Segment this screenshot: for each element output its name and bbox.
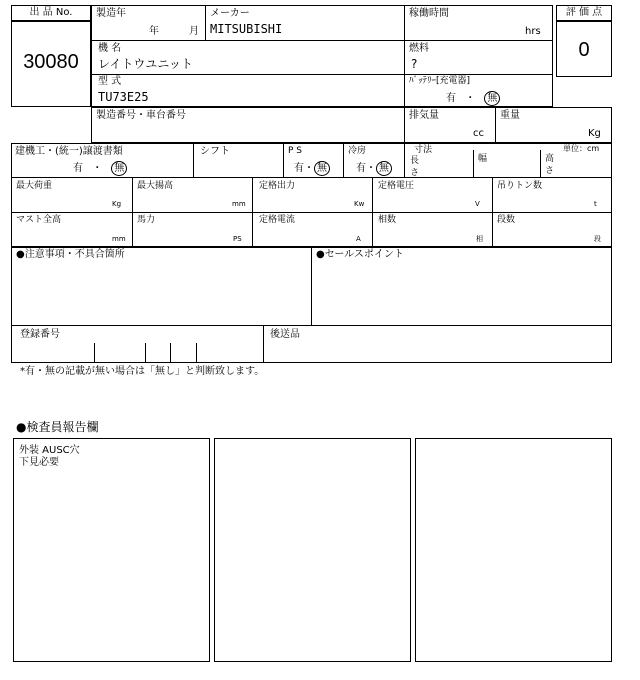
rating-label: 評 価 点 bbox=[565, 7, 603, 18]
width-label: 幅 bbox=[478, 154, 488, 164]
rated-voltage-unit: V bbox=[475, 200, 480, 208]
year-unit-tsuki: 月 bbox=[189, 26, 199, 37]
transfer-label: 建機工・(統一)譲渡書類 bbox=[15, 146, 123, 157]
divider bbox=[473, 150, 474, 177]
ps-dot: ・ bbox=[304, 163, 314, 174]
divider bbox=[145, 343, 146, 363]
divider bbox=[372, 177, 373, 247]
inspector-box-3 bbox=[415, 438, 612, 662]
after-label: 後送品 bbox=[270, 329, 300, 340]
battery-choice bbox=[446, 91, 500, 106]
weight-unit: Kg bbox=[588, 128, 601, 139]
hoist-label: 吊りトン数 bbox=[497, 181, 543, 191]
divider bbox=[495, 107, 496, 143]
hp-label: 馬力 bbox=[137, 215, 156, 225]
spec-grid bbox=[11, 143, 612, 247]
rated-output-unit: Kw bbox=[354, 200, 365, 208]
rated-output-label: 定格出力 bbox=[259, 181, 296, 191]
type-label: 型 式 bbox=[98, 76, 122, 87]
ac-dot: ・ bbox=[366, 163, 376, 174]
height-label: 高 さ bbox=[545, 154, 555, 176]
battery-no: 無 bbox=[484, 91, 500, 106]
divider bbox=[311, 247, 312, 325]
fuel-label: 燃料 bbox=[409, 43, 429, 54]
mast-unit: mm bbox=[112, 235, 126, 243]
selling-label: ●セールスポイント bbox=[316, 249, 404, 260]
max-load-unit: Kg bbox=[112, 200, 122, 208]
rating-value: 0 bbox=[578, 39, 590, 61]
hours-label: 稼働時間 bbox=[409, 8, 449, 19]
ac-choice bbox=[356, 161, 392, 176]
max-lift-label: 最大揚高 bbox=[137, 181, 174, 191]
length-label: 長 さ bbox=[410, 156, 420, 178]
shift-label: シフト bbox=[200, 146, 230, 157]
divider bbox=[205, 5, 206, 41]
dim-label: 寸法 bbox=[414, 145, 433, 155]
max-load-label: 最大荷重 bbox=[16, 181, 53, 191]
transfer-yes: 有 bbox=[73, 163, 83, 174]
divider bbox=[170, 343, 171, 363]
rated-current-unit: A bbox=[356, 235, 361, 243]
divider bbox=[404, 143, 405, 177]
lot-no-value: 30080 bbox=[23, 51, 79, 73]
serial-label: 製造番号・車台番号 bbox=[96, 110, 186, 121]
fuel-value: ? bbox=[411, 57, 418, 71]
hours-unit: hrs bbox=[525, 26, 541, 37]
divider bbox=[283, 143, 284, 177]
inspector-title: ●検査員報告欄 bbox=[16, 420, 99, 434]
transfer-dot: ・ bbox=[92, 163, 103, 174]
divider bbox=[132, 177, 133, 247]
footnote: *有・無の記載が無い場合は「無し」と判断致します。 bbox=[20, 366, 265, 377]
model-name-value: レイトウユニット bbox=[98, 57, 193, 71]
reg-label: 登録番号 bbox=[20, 329, 60, 340]
transfer-choice bbox=[73, 161, 127, 176]
dim-unit-label: 単位：cm bbox=[563, 144, 600, 153]
displacement-unit: cc bbox=[473, 128, 484, 139]
divider bbox=[94, 343, 95, 363]
divider bbox=[343, 143, 344, 177]
lot-no-label: 出 品 No. bbox=[29, 7, 73, 18]
weight-label: 重量 bbox=[500, 110, 520, 121]
divider bbox=[263, 325, 264, 363]
displacement-label: 排気量 bbox=[409, 110, 439, 121]
divider bbox=[404, 5, 405, 107]
ps-yes: 有 bbox=[294, 163, 304, 174]
mast-label: マスト全高 bbox=[16, 215, 62, 225]
divider bbox=[11, 177, 612, 178]
rated-voltage-label: 定格電圧 bbox=[378, 181, 415, 191]
maker-label: メーカー bbox=[210, 8, 250, 19]
rated-current-label: 定格電流 bbox=[259, 215, 296, 225]
type-value: TU73E25 bbox=[98, 90, 149, 104]
steps-label: 段数 bbox=[497, 215, 516, 225]
battery-yes: 有 bbox=[446, 93, 456, 104]
transfer-no: 無 bbox=[111, 161, 127, 176]
divider bbox=[11, 212, 612, 213]
divider bbox=[193, 143, 194, 177]
inspector-box-1-text: 外装 AUSC穴 下見必要 bbox=[19, 445, 80, 468]
divider bbox=[91, 74, 553, 75]
divider bbox=[91, 40, 553, 41]
ps-no: 無 bbox=[314, 161, 330, 176]
divider bbox=[492, 177, 493, 247]
inspector-box-2 bbox=[214, 438, 411, 662]
hoist-unit: t bbox=[594, 200, 597, 208]
year-label: 製造年 bbox=[96, 8, 126, 19]
divider bbox=[540, 150, 541, 177]
ac-no: 無 bbox=[376, 161, 392, 176]
battery-label: ﾊﾞｯﾃﾘｰ[充電器] bbox=[409, 76, 471, 86]
divider bbox=[404, 107, 405, 143]
hp-unit: PS bbox=[233, 235, 242, 243]
divider bbox=[252, 177, 253, 247]
ps-label: P S bbox=[288, 146, 303, 156]
divider bbox=[196, 343, 197, 363]
ps-choice bbox=[294, 161, 330, 176]
steps-unit: 段 bbox=[594, 235, 601, 243]
max-lift-unit: mm bbox=[232, 200, 246, 208]
divider bbox=[11, 325, 612, 326]
battery-dot: ・ bbox=[465, 93, 476, 104]
model-name-label: 機 名 bbox=[98, 43, 122, 54]
inspector-box-1 bbox=[13, 438, 210, 662]
phase-unit: 相 bbox=[476, 235, 483, 243]
caution-label: ●注意事項・不具合箇所 bbox=[16, 249, 125, 260]
maker-value: MITSUBISHI bbox=[210, 22, 283, 36]
phase-label: 相数 bbox=[378, 215, 397, 225]
ac-label: 冷房 bbox=[348, 146, 367, 156]
ac-yes: 有 bbox=[356, 163, 366, 174]
year-unit-nen: 年 bbox=[149, 26, 159, 37]
